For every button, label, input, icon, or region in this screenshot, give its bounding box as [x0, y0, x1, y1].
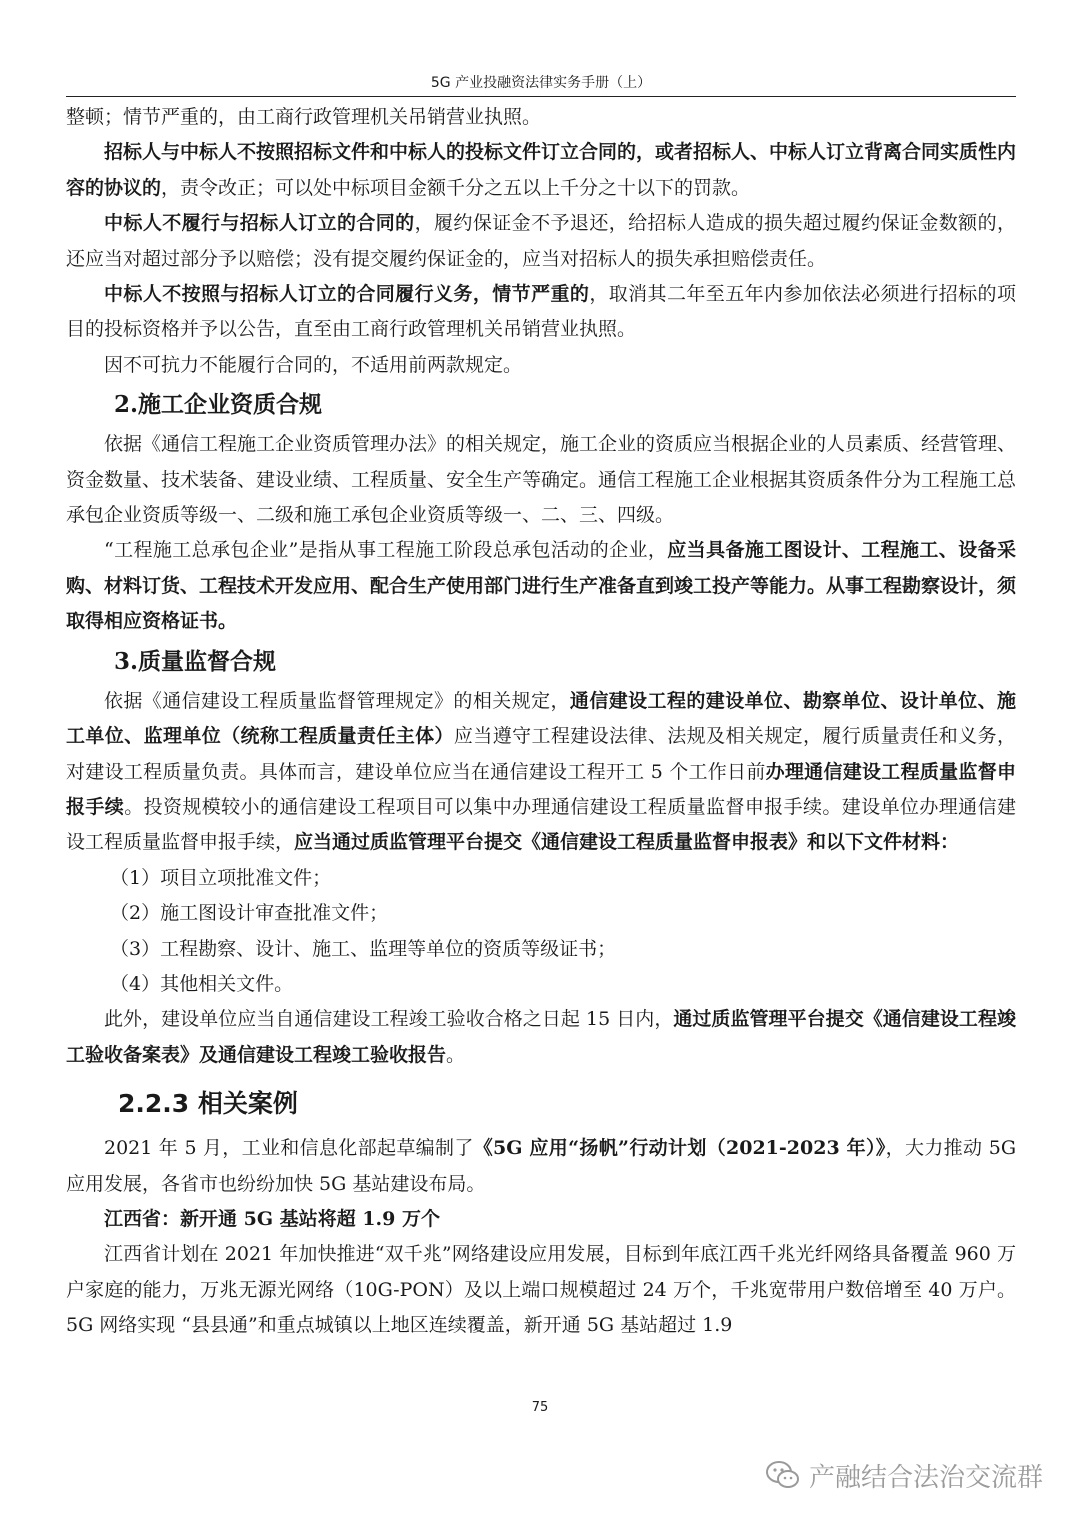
- paragraph: [66, 1002, 1016, 1073]
- text: ，责令改正；可以处中标项目金额千分之五以上千分之十以下的罚款。: [161, 176, 751, 199]
- paragraph: [66, 1131, 1016, 1202]
- text: 应当遵守工程建设法律、法规及相关规定，履行质量责任和义务，对建设工程质量负责。具体而言，建设单位应当在通信建设工程开工 5 个工作日前: [66, 725, 1016, 783]
- text: ，取消其二年至五年内参加依法必须进行招标的项目的投标资格并予以公告，直至由工商行政管理机关吊销营业执照。: [66, 283, 1016, 341]
- paragraph: [66, 206, 1016, 277]
- bold-text: 江西省：新开通 5G 基站将超 1.9 万个: [104, 1207, 440, 1230]
- list-item: （2）施工图设计审查批准文件；: [110, 902, 389, 925]
- page-header: [66, 74, 1016, 97]
- paragraph: 整顿；情节严重的，由工商行政管理机关吊销营业执照。: [66, 106, 542, 128]
- text: 2021 年 5 月，工业和信息化部起草编制了: [104, 1137, 474, 1160]
- watermark: [765, 1457, 1043, 1493]
- paragraph: 江西省计划在 2021 年加快推进“双千兆”网络建设应用发展，目标到年底江西千兆光纤网络具备覆盖 960 万户家庭的能力，万兆无源光网络（10G-PON）及以上端口规模超过 24 万个，千兆宽带用户数倍增至 40 万户。5G 网络实现 “县县通”和重点城镇以上地区连续覆盖，新开通 5G 基站超过 1.9: [66, 1243, 1016, 1337]
- text: ，大力推动 5G 应用发展，各省市也纷纷加快 5G 基站建设布局。: [66, 1137, 1017, 1195]
- watermark-text: 产融结合法治交流群: [809, 1462, 1044, 1493]
- list-item: （4）其他相关文件。: [110, 972, 294, 995]
- section-heading-quality: 3.质量监督合规: [114, 647, 277, 675]
- section-heading-construction: 2.施工企业资质合规: [114, 391, 323, 419]
- bold-text: 招标人与中标人不按照招标文件和中标人的投标文件订立合同的，或者招标人、中标人订立背离合同实质性内容的协议的: [66, 141, 1017, 199]
- paragraph: [66, 533, 1016, 639]
- paragraph: [66, 277, 1016, 348]
- section-heading-cases: 2.2.3 相关案例: [118, 1089, 298, 1119]
- materials-list: [66, 861, 1016, 1003]
- bold-text: 应当具备施工图设计、工程施工、设备采购、材料订货、工程技术开发应用、配合生产使用部门进行生产准备直到竣工投产等能力。从事工程勘察设计，须取得相应资格证书。: [66, 539, 1017, 633]
- list-item: （3）工程勘察、设计、施工、监理等单位的资质等级证书；: [110, 937, 617, 960]
- page-number: 75: [531, 1400, 549, 1415]
- text: ，履约保证金不予退还，给招标人造成的损失超过履约保证金数额的，还应当对超过部分予以赔偿；没有提交履约保证金的，应当对招标人的损失承担赔偿责任。: [66, 212, 1016, 270]
- bold-text: 应当通过质监管理平台提交《通信建设工程质量监督申报表》和以下文件材料：: [294, 831, 960, 854]
- paragraph: 因不可抗力不能履行合同的，不适用前两款规定。: [104, 353, 523, 376]
- bold-text: 办理通信建设工程质量监督申报手续: [66, 760, 1016, 818]
- text: 。: [446, 1043, 466, 1066]
- paragraph: [66, 684, 1016, 861]
- bold-text: 《5G 应用“扬帆”行动计划（2021-2023 年）》: [473, 1137, 886, 1160]
- paragraph: [66, 135, 1016, 206]
- bold-text: 中标人不按照与招标人订立的合同履行义务，情节严重的: [104, 283, 590, 306]
- text: 此外，建设单位应当自通信建设工程竣工验收合格之日起 15 日内，: [104, 1008, 674, 1031]
- paragraph: 依据《通信工程施工企业资质管理办法》的相关规定，施工企业的资质应当根据企业的人员素质、经营管理、资金数量、技术装备、建设业绩、工程质量、安全生产等确定。通信工程施工企业根据其资质条件分为工程施工总承包企业资质等级一、二级和施工承包企业资质等级一、二、三、四级。: [66, 433, 1017, 527]
- subheading-jiangxi: [66, 1202, 1016, 1237]
- list-item: （1）项目立项批准文件；: [110, 866, 332, 889]
- text: “工程施工总承包企业”是指从事工程施工阶段总承包活动的企业，: [104, 539, 668, 562]
- wechat-icon: [765, 1459, 801, 1491]
- bold-text: 通信建设工程的建设单位、勘察单位、设计单位、施工单位、监理单位（统称工程质量责任主体）: [66, 689, 1016, 748]
- bold-text: 通过质监管理平台提交《通信建设工程竣工验收备案表》及通信建设工程竣工验收报告: [66, 1008, 1016, 1066]
- header-title: 5G 产业投融资法律实务手册（上）: [430, 75, 652, 91]
- text: 依据《通信建设工程质量监督管理规定》的相关规定，: [104, 689, 570, 712]
- document-body: [66, 100, 1016, 1344]
- text: 。投资规模较小的通信建设工程项目可以集中办理通信建设工程质量监督申报手续。建设单位办理通信建设工程质量监督申报手续，: [66, 795, 1016, 854]
- bold-text: 中标人不履行与招标人订立的合同的: [104, 212, 415, 235]
